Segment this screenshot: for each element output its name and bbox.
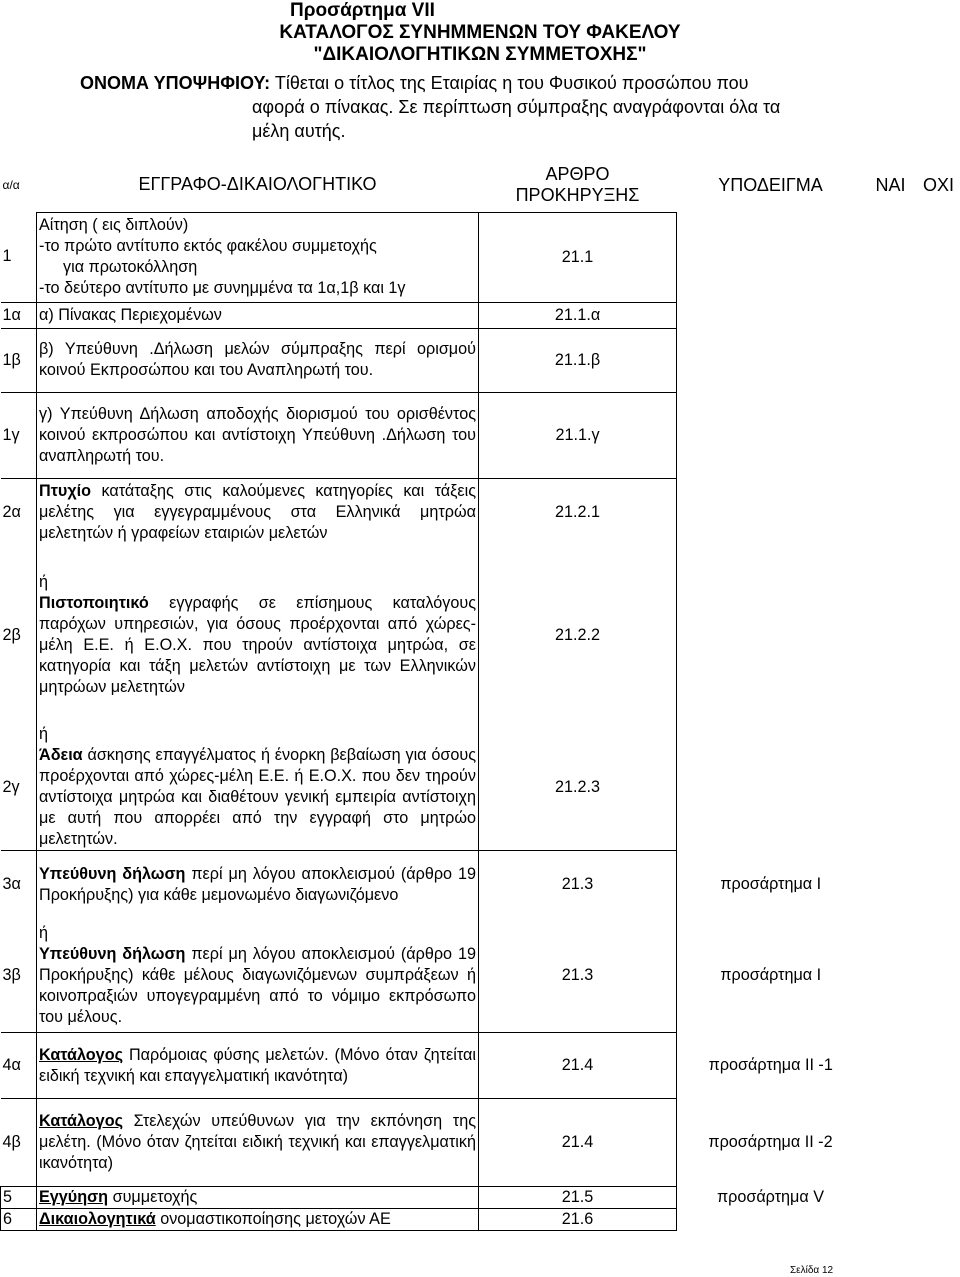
- table-row-3b: [1, 919, 960, 1033]
- row-yes[interactable]: [865, 1209, 917, 1231]
- row-description: Πτυχίο κατάταξης στις καλούμενες κατηγορίες και τάξεις μελέτης για εγγεγραμμένους στα Ελληνικά μητρώα μελετητών ή γραφείων εταιριών μελετών: [37, 478, 479, 546]
- row-yes[interactable]: [865, 919, 917, 1033]
- row-description: Κατάλογος Στελεχών υπεύθυνων για την εκπόνηση της μελέτη. (Μόνο όταν ζητείται ειδική τεχνική και επαγγελματική ικανότητα): [37, 1099, 479, 1187]
- row-yes[interactable]: [865, 851, 917, 919]
- row-number: 6: [1, 1209, 37, 1231]
- row-description: α) Πίνακας Περιεχομένων: [37, 302, 479, 328]
- row-yes[interactable]: [865, 546, 917, 724]
- row-article: 21.2.3: [479, 724, 677, 851]
- table-row-3a: [1, 851, 960, 919]
- row-description: ή Πιστοποιητικό εγγραφής σε επίσημους καταλόγους παρόχων υπηρεσιών, για όσους προέρχονται από χώρες-μέλη Ε.Ε. ή Ε.Ο.Χ. που τηρούν αντίστοιχα μητρώα, σε κατηγορία και τάξη μελετών αντίστοιχη με των Ελληνικών μητρώων μελετητών: [37, 546, 479, 724]
- row-no[interactable]: [917, 851, 960, 919]
- row-no[interactable]: [917, 392, 960, 478]
- row-specimen: προσάρτημα ΙΙ -2: [708, 1133, 833, 1151]
- row-article: 21.6: [479, 1209, 677, 1231]
- row-yes[interactable]: [865, 1033, 917, 1099]
- row-number: 3α: [1, 851, 37, 919]
- row-yes[interactable]: [865, 1099, 917, 1187]
- table-row-1c: [1, 392, 960, 478]
- row-specimen: προσάρτημα V: [716, 1188, 825, 1206]
- row-number: 2γ: [2, 777, 20, 796]
- table-row-4a: [1, 1033, 960, 1099]
- row-article: 21.1: [479, 212, 677, 302]
- col-header-no: α/α: [2, 177, 20, 192]
- row-article: 21.3: [479, 851, 677, 919]
- table-row-2a: [1, 478, 960, 546]
- row-no[interactable]: [917, 919, 960, 1033]
- table-header-row: [1, 158, 960, 212]
- row-no[interactable]: [917, 724, 960, 851]
- appendix-title: Προσάρτημα VII: [290, 0, 435, 21]
- list-subtitle: "ΔΙΚΑΙΟΛΟΓΗΤΙΚΩΝ ΣΥΜΜΕΤΟΧΗΣ": [313, 44, 647, 65]
- row-article: 21.4: [479, 1099, 677, 1187]
- row-yes[interactable]: [865, 328, 917, 392]
- row-no[interactable]: [917, 1187, 960, 1209]
- row-no[interactable]: [917, 328, 960, 392]
- row-number: 2α: [1, 478, 37, 546]
- row-no[interactable]: [917, 478, 960, 546]
- col-header-document: ΕΓΓΡΑΦΟ-ΔΙΚΑΙΟΛΟΓΗΤΙΚΟ: [138, 174, 377, 195]
- row-article: 21.1.γ: [479, 392, 677, 478]
- row-specimen: [677, 546, 865, 724]
- table-row-2c: [1, 724, 960, 851]
- col-header-yes: ΝΑΙ: [875, 174, 906, 195]
- row-yes[interactable]: [865, 302, 917, 328]
- col-header-specimen: ΥΠΟΔΕΙΓΜΑ: [718, 174, 823, 195]
- attachments-table: [0, 158, 960, 1231]
- row-number: 4α: [1, 1033, 37, 1099]
- row-article: 21.4: [479, 1033, 677, 1099]
- row-description: Αίτηση ( εις διπλούν) -το πρώτο αντίτυπο εκτός φακέλου συμμετοχής για πρωτοκόλληση -το δεύτερο αντίτυπο με συνημμένα τα 1α,1β και 1γ: [37, 212, 479, 302]
- row-no[interactable]: [917, 1033, 960, 1099]
- row-number: 3β: [2, 965, 21, 984]
- candidate-name-text-3: μέλη αυτής.: [252, 121, 346, 141]
- row-description: ή Υπεύθυνη δήλωση περί μη λόγου αποκλεισμού (άρθρο 19 Προκήρυξης) κάθε μέλους διαγωνιζόμενων συμπράξεων ή κοινοπραξιών υπογεγραμμένη από το νόμιμο εκπρόσωπο του μέλους.: [37, 919, 479, 1033]
- candidate-name-note: [80, 71, 880, 143]
- row-no[interactable]: [917, 1099, 960, 1187]
- row-specimen: προσάρτημα Ι: [720, 966, 822, 984]
- row-number: 5: [1, 1187, 37, 1209]
- candidate-name-text-1: Τίθεται ο τίτλος της Εταιρίας η του Φυσικού προσώπου που: [274, 73, 749, 93]
- row-number: 1: [2, 247, 12, 266]
- row-yes[interactable]: [865, 724, 917, 851]
- row-specimen: [677, 392, 865, 478]
- page-number: Σελίδα 12: [790, 1265, 834, 1276]
- row-yes[interactable]: [865, 392, 917, 478]
- row-yes[interactable]: [865, 478, 917, 546]
- row-description: γ) Υπεύθυνη Δήλωση αποδοχής διορισμού του ορισθέντος κοινού εκπροσώπου και αντίστοιχη Υπεύθυνη .Δήλωση του αναπληρωτή του.: [37, 392, 479, 478]
- row-yes[interactable]: [865, 212, 917, 302]
- row-no[interactable]: [917, 1209, 960, 1231]
- table-row-1a: [1, 302, 960, 328]
- row-number: 1β: [1, 328, 37, 392]
- list-title: ΚΑΤΑΛΟΓΟΣ ΣΥΝΗΜΜΕΝΩΝ ΤΟΥ ΦΑΚΕΛΟΥ: [279, 22, 681, 43]
- row-specimen: [677, 478, 865, 546]
- row-description: Δικαιολογητικά ονομαστικοποίησης μετοχών ΑΕ: [37, 1209, 479, 1231]
- row-description: Κατάλογος Παρόμοιας φύσης μελετών. (Μόνο όταν ζητείται ειδική τεχνική και επαγγελματική ικανότητα): [37, 1033, 479, 1099]
- row-article: 21.5: [479, 1187, 677, 1209]
- row-specimen: [677, 1209, 865, 1231]
- row-specimen: [677, 212, 865, 302]
- row-description: β) Υπεύθυνη .Δήλωση μελών σύμπραξης περί ορισμού κοινού Εκπροσώπου και του Αναπληρωτή του.: [37, 328, 479, 392]
- table-row-1: [1, 212, 960, 302]
- row-number: 2β: [2, 625, 21, 644]
- row-article: 21.1.β: [479, 328, 677, 392]
- col-header-article: ΑΡΘΡΟ ΠΡΟΚΗΡΥΞΗΣ: [515, 163, 640, 205]
- candidate-name-text-2: αφορά ο πίνακας. Σε περίπτωση σύμπραξης αναγράφονται όλα τα: [252, 97, 781, 117]
- row-article: 21.3: [479, 919, 677, 1033]
- candidate-name-label: ΟΝΟΜΑ ΥΠΟΨΗΦΙΟΥ:: [80, 73, 271, 93]
- row-number: 1α: [1, 302, 37, 328]
- row-specimen: [677, 302, 865, 328]
- row-description: Υπεύθυνη δήλωση περί μη λόγου αποκλεισμού (άρθρο 19 Προκήρυξης) για κάθε μεμονωμένο διαγωνιζόμενο: [37, 851, 479, 919]
- row-article: 21.2.1: [479, 478, 677, 546]
- row-no[interactable]: [917, 546, 960, 724]
- row-number: 1γ: [1, 392, 37, 478]
- row-no[interactable]: [917, 212, 960, 302]
- document-header: [0, 0, 960, 66]
- row-yes[interactable]: [865, 1187, 917, 1209]
- row-specimen: προσάρτημα Ι: [720, 875, 822, 893]
- table-row-1b: [1, 328, 960, 392]
- table-row-6: [1, 1209, 960, 1231]
- row-specimen: προσάρτημα ΙΙ -1: [708, 1056, 833, 1074]
- table-row-5: [1, 1187, 960, 1209]
- row-number: 4β: [1, 1099, 37, 1187]
- row-description: ή Άδεια άσκησης επαγγέλματος ή ένορκη βεβαίωση για όσους προέρχονται από χώρες-μέλη Ε.Ε. ή Ε.Ο.Χ. που δεν τηρούν αντίστοιχα μητρώα και διαθέτουν γενική εμπειρία αντίστοιχη με αυτή που απορρέει από την εγγραφή στο μητρώο μελετητών.: [37, 724, 479, 851]
- row-specimen: [677, 724, 865, 851]
- row-specimen: [677, 328, 865, 392]
- row-no[interactable]: [917, 302, 960, 328]
- row-article: 21.2.2: [479, 546, 677, 724]
- table-row-4b: [1, 1099, 960, 1187]
- row-description: Εγγύηση συμμετοχής: [37, 1187, 479, 1209]
- col-header-no-col: ΟΧΙ: [922, 174, 954, 195]
- table-row-2b: [1, 546, 960, 724]
- row-article: 21.1.α: [479, 302, 677, 328]
